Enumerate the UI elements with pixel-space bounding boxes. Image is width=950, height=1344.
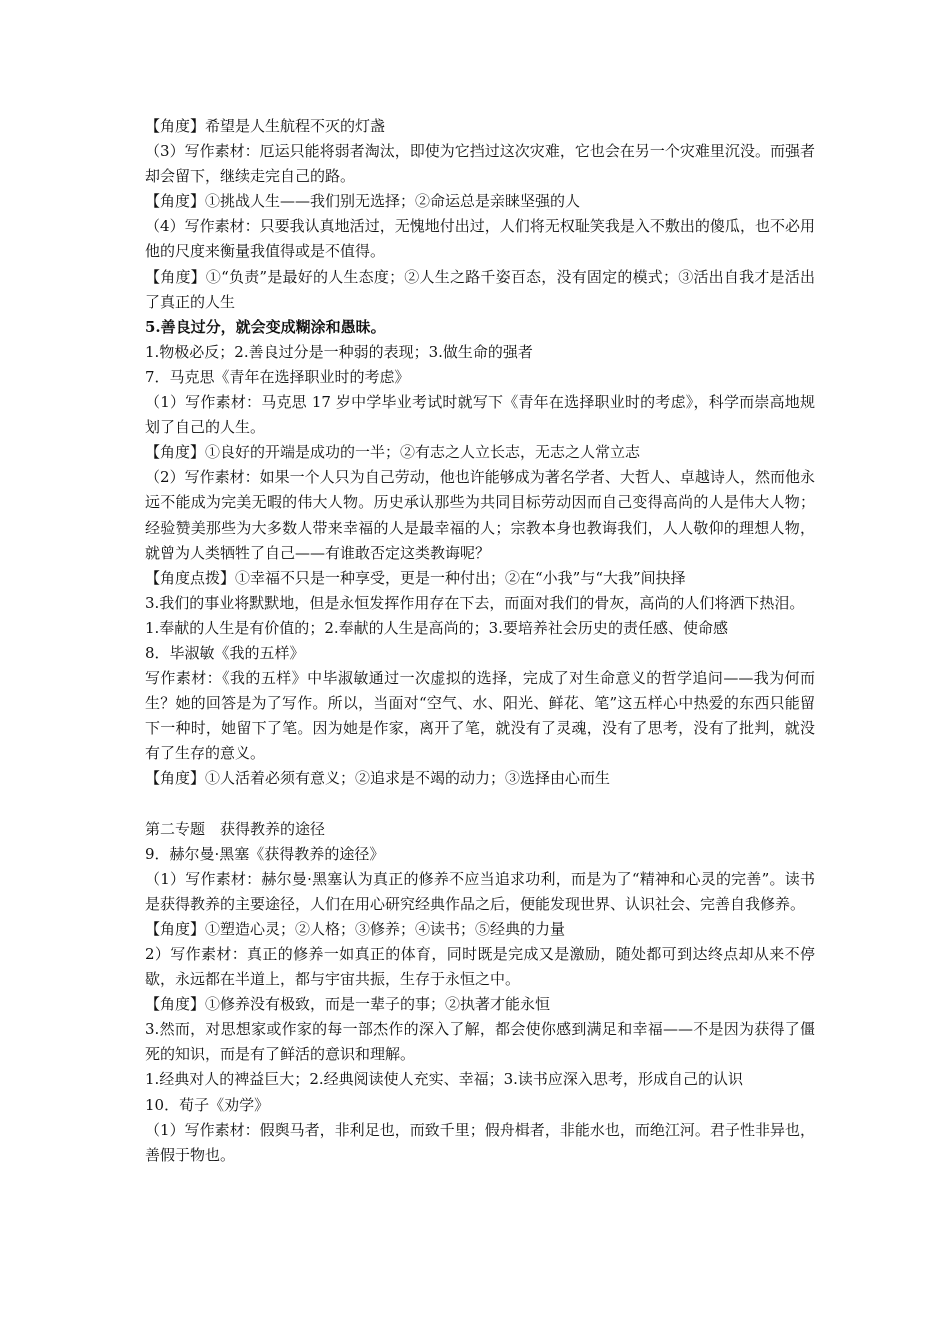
paragraph: 1.物极必反；2.善良过分是一种弱的表现；3.做生命的强者 bbox=[145, 342, 533, 361]
paragraph: （3）写作素材：厄运只能将弱者淘汰，即使为它挡过这次灾难，它也会在另一个灾难里沉没。而强者却会留下，继续走完自己的路。 bbox=[145, 142, 815, 186]
document-page bbox=[145, 114, 815, 1168]
section-heading: 7．马克思《青年在选择职业时的考虑》 bbox=[145, 367, 410, 386]
paragraph: （2）写作素材：如果一个人只为自己劳动，他也许能够成为著名学者、大哲人、卓越诗人，然而他永远不能成为完美无暇的伟大人物。历史承认那些为共同目标劳动因而自己变得高尚的人是伟大人物；经验赞美那些为大多数人带来幸福的人是最幸福的人；宗教本身也教诲我们，人人敬仰的理想人物，就曾为人类牺牲了自己——有谁敢否定这类教诲呢？ bbox=[145, 468, 815, 562]
paragraph: （4）写作素材：只要我认真地活过，无愧地付出过，人们将无权耻笑我是入不敷出的傻瓜，也不必用他的尺度来衡量我值得或是不值得。 bbox=[145, 217, 815, 261]
paragraph: 写作素材：《我的五样》中毕淑敏通过一次虚拟的选择，完成了对生命意义的哲学追问——我为何而生？她的回答是为了写作。所以，当面对“空气、水、阳光、鲜花、笔”这五样心中热爱的东西只能留下一种时，她留下了笔。因为她是作家，离开了笔，就没有了灵魂，没有了思考，没有了批判，就没有了生存的意义。 bbox=[145, 669, 815, 763]
blank-line bbox=[145, 792, 815, 817]
paragraph: 【角度】①挑战人生——我们别无选择；②命运总是亲睐坚强的人 bbox=[145, 192, 581, 211]
paragraph: 2）写作素材：真正的修养一如真正的体育，同时既是完成又是激励，随处都可到达终点却从来不停歇，永远都在半道上，都与宇宙共振，生存于永恒之中。 bbox=[145, 945, 815, 989]
paragraph: 3.然而，对思想家或作家的每一部杰作的深入了解，都会使你感到满足和幸福——不是因为获得了僵死的知识，而是有了鲜活的意识和理解。 bbox=[145, 1020, 815, 1064]
paragraph: 1.经典对人的裨益巨大；2.经典阅读使人充实、幸福；3.读书应深入思考，形成自己的认识 bbox=[145, 1070, 743, 1089]
paragraph: （1）写作素材：马克思 17 岁中学毕业考试时就写下《青年在选择职业时的考虑》，科学而崇高地规划了自己的人生。 bbox=[145, 393, 815, 437]
paragraph: 【角度】希望是人生航程不灭的灯盏 bbox=[145, 117, 386, 135]
topic-heading: 第二专题 获得教养的途径 bbox=[145, 819, 326, 838]
paragraph: 5.善良过分，就会变成糊涂和愚昧。 bbox=[145, 317, 386, 336]
paragraph: 【角度点拨】①幸福不只是一种享受，更是一种付出；②在“小我”与“大我”间抉择 bbox=[145, 568, 686, 587]
paragraph: 【角度】①“负责”是最好的人生态度；②人生之路千姿百态，没有固定的模式；③活出自我才是活出了真正的人生 bbox=[145, 267, 815, 311]
section-heading: 9．赫尔曼·黑塞《获得教养的途径》 bbox=[145, 844, 385, 863]
paragraph: （1）写作素材：假舆马者，非利足也，而致千里；假舟楫者，非能水也，而绝江河。君子性非异也，善假于物也。 bbox=[145, 1120, 815, 1164]
section-heading: 10．荀子《劝学》 bbox=[145, 1095, 270, 1114]
paragraph: 【角度】①塑造心灵；②人格；③修养；④读书；⑤经典的力量 bbox=[145, 919, 566, 938]
paragraph: 【角度】①人活着必须有意义；②追求是不竭的动力；③选择由心而生 bbox=[145, 769, 611, 788]
paragraph: （1）写作素材：赫尔曼·黑塞认为真正的修养不应当追求功利，而是为了“精神和心灵的完善”。读书是获得教养的主要途径，人们在用心研究经典作品之后，便能发现世界、认识社会、完善自我修养。 bbox=[145, 869, 815, 913]
paragraph: 【角度】①修养没有极致，而是一辈子的事；②执著才能永恒 bbox=[145, 995, 551, 1014]
paragraph: 1.奉献的人生是有价值的；2.奉献的人生是高尚的；3.要培养社会历史的责任感、使命感 bbox=[145, 618, 728, 637]
section-heading: 8．毕淑敏《我的五样》 bbox=[145, 643, 305, 662]
paragraph: 【角度】①良好的开端是成功的一半；②有志之人立长志，无志之人常立志 bbox=[145, 443, 641, 462]
paragraph: 3.我们的事业将默默地，但是永恒发挥作用存在下去，而面对我们的骨灰，高尚的人们将洒下热泪。 bbox=[145, 593, 805, 612]
